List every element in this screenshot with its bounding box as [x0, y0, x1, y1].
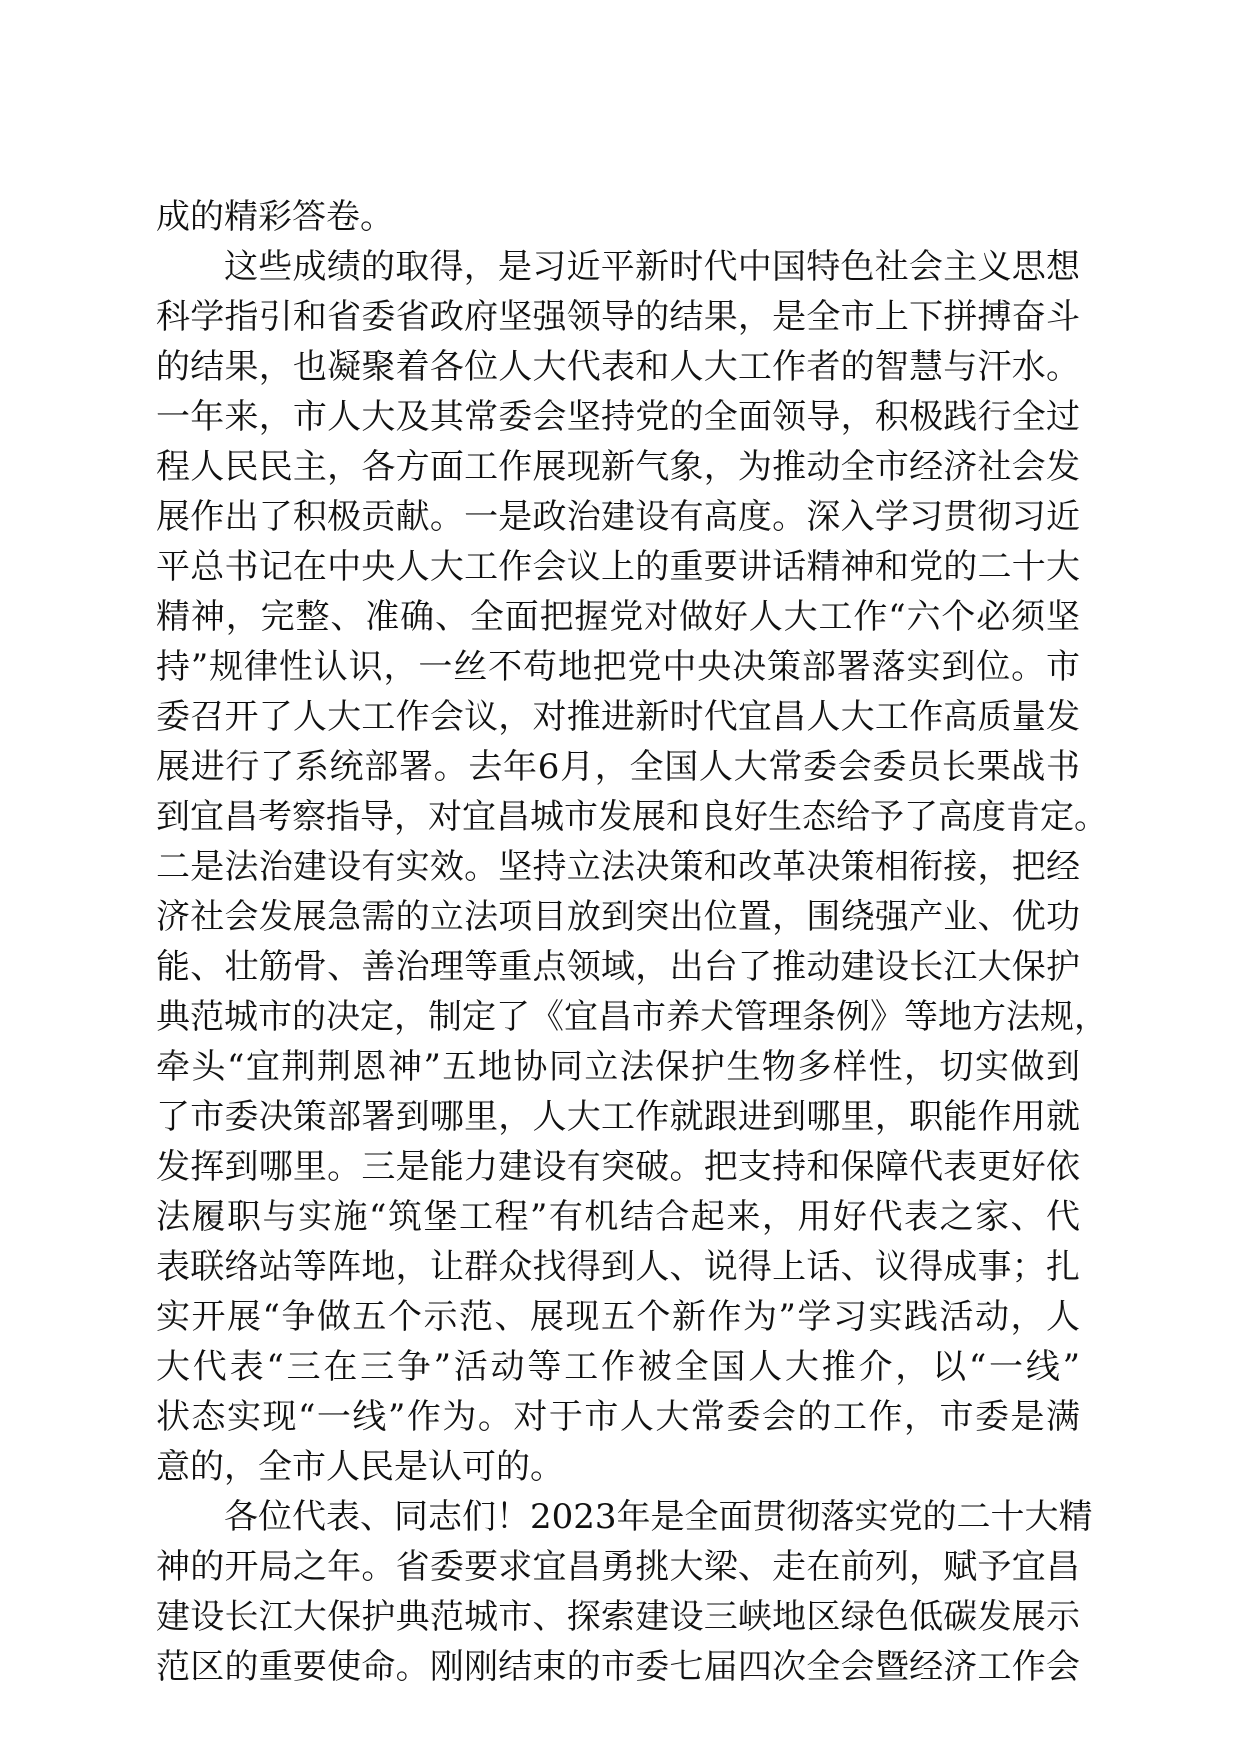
text-line: 发挥到哪里。三是能力建设有突破。把支持和保障代表更好依 — [156, 1147, 1080, 1187]
text-line: 展进行了系统部署。去年6月，全国人大常委会委员长栗战书 — [156, 747, 1080, 787]
text-line: 意的，全市人民是认可的。 — [156, 1447, 564, 1487]
text-line: 展作出了积极贡献。一是政治建设有高度。深入学习贯彻习近 — [156, 497, 1080, 537]
text-line: 状态实现“一线”作为。对于市人大常委会的工作，市委是满 — [156, 1397, 1080, 1437]
text-line: 一年来，市人大及其常委会坚持党的全面领导，积极践行全过 — [156, 397, 1080, 437]
text-line: 典范城市的决定，制定了《宜昌市养犬管理条例》等地方法规， — [156, 997, 1108, 1037]
text-line: 的结果，也凝聚着各位人大代表和人大工作者的智慧与汗水。 — [156, 347, 1080, 387]
text-line: 程人民民主，各方面工作展现新气象，为推动全市经济社会发 — [156, 447, 1080, 487]
text-line: 大代表“三在三争”活动等工作被全国人大推介，以“一线” — [156, 1347, 1080, 1387]
text-line: 建设长江大保护典范城市、探索建设三峡地区绿色低碳发展示 — [156, 1597, 1080, 1637]
text-line: 表联络站等阵地，让群众找得到人、说得上话、议得成事；扎 — [156, 1247, 1080, 1287]
text-line: 能、壮筋骨、善治理等重点领域，出台了推动建设长江大保护 — [156, 947, 1080, 987]
text-line: 精神，完整、准确、全面把握党对做好人大工作“六个必须坚 — [156, 597, 1080, 637]
text-line: 委召开了人大工作会议，对推进新时代宜昌人大工作高质量发 — [156, 697, 1080, 737]
text-line: 牵头“宜荆荆恩神”五地协同立法保护生物多样性，切实做到 — [156, 1047, 1080, 1087]
text-line: 了市委决策部署到哪里，人大工作就跟进到哪里，职能作用就 — [156, 1097, 1080, 1137]
text-line: 持”规律性认识，一丝不苟地把党中央决策部署落实到位。市 — [156, 647, 1080, 687]
text-line: 科学指引和省委省政府坚强领导的结果，是全市上下拼搏奋斗 — [156, 297, 1080, 337]
text-line: 法履职与实施“筑堡工程”有机结合起来，用好代表之家、代 — [156, 1197, 1080, 1237]
text-line: 各位代表、同志们！2023年是全面贯彻落实党的二十大精 — [224, 1497, 1093, 1537]
text-line: 济社会发展急需的立法项目放到突出位置，围绕强产业、优功 — [156, 897, 1080, 937]
text-line: 成的精彩答卷。 — [156, 197, 394, 237]
text-line: 平总书记在中央人大工作会议上的重要讲话精神和党的二十大 — [156, 547, 1080, 587]
document-page — [156, 192, 1108, 1692]
text-line: 这些成绩的取得，是习近平新时代中国特色社会主义思想 — [224, 247, 1080, 287]
text-line: 实开展“争做五个示范、展现五个新作为”学习实践活动，人 — [156, 1297, 1080, 1337]
text-line: 到宜昌考察指导，对宜昌城市发展和良好生态给予了高度肯定。 — [156, 797, 1108, 837]
text-line: 神的开局之年。省委要求宜昌勇挑大梁、走在前列，赋予宜昌 — [156, 1547, 1080, 1587]
text-line: 范区的重要使命。刚刚结束的市委七届四次全会暨经济工作会 — [156, 1647, 1080, 1687]
text-line: 二是法治建设有实效。坚持立法决策和改革决策相衔接，把经 — [156, 847, 1080, 887]
